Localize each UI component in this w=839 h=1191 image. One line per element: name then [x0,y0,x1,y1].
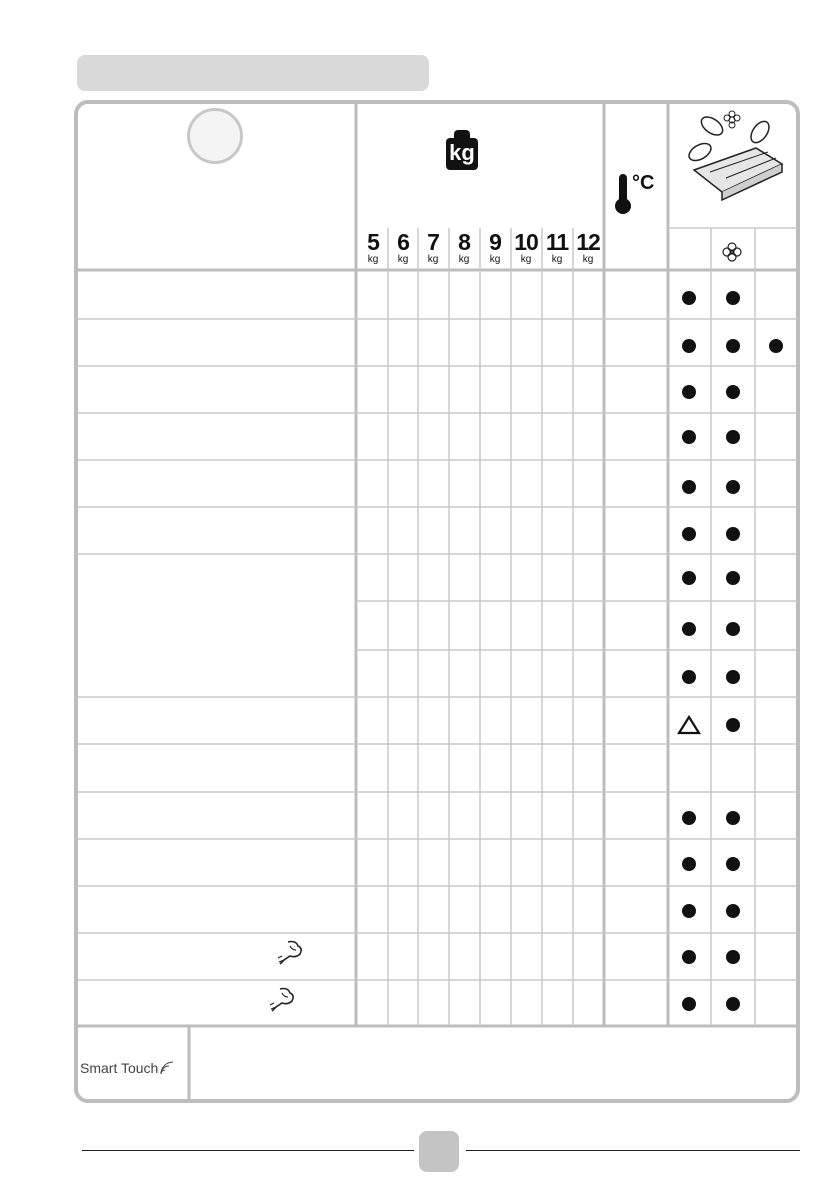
load-unit: kg [397,254,409,265]
compartment-dot [726,904,740,918]
compartment-dot [682,571,696,585]
compartment-dot [682,480,696,494]
weight-icon: kg [446,130,478,170]
wireless-signal-icon [159,1060,175,1076]
load-capacity-number: 11 [545,229,569,255]
load-unit: kg [489,254,501,265]
steam-iron-icon [268,987,296,1013]
compartment-dot [682,997,696,1011]
load-column-7kg [418,230,448,265]
load-unit: kg [520,254,532,265]
compartment-dot [769,339,783,353]
compartment-dot [726,997,740,1011]
program-dial-icon [187,108,243,164]
load-unit: kg [551,254,563,265]
compartment-dot [726,622,740,636]
load-column-8kg [449,230,479,265]
compartment-dot [726,430,740,444]
compartment-dot [726,291,740,305]
load-column-12kg [573,230,603,265]
compartment-dot [682,904,696,918]
thermometer-icon [614,172,632,216]
load-unit: kg [458,254,470,265]
footer-rule-left [82,1150,414,1151]
compartment-dot [726,480,740,494]
compartment-dot [726,385,740,399]
load-column-6kg [388,230,418,265]
footer-rule-right [466,1150,800,1151]
compartment-dot [682,622,696,636]
compartment-dot [726,950,740,964]
page-number-badge [419,1131,459,1172]
compartment-dot [682,857,696,871]
compartment-dot [726,857,740,871]
compartment-dot [682,811,696,825]
compartment-dot [726,811,740,825]
load-column-9kg [480,230,510,265]
compartment-dot [726,527,740,541]
compartment-dot [726,339,740,353]
load-unit: kg [582,254,594,265]
steam-iron-icon [276,940,304,966]
load-column-11kg [542,230,572,265]
compartment-dot [682,339,696,353]
detergent-drawer-illustration [686,108,786,204]
load-unit: kg [367,254,379,265]
load-capacity-number: 7 [427,229,439,255]
compartment-dot [682,950,696,964]
load-capacity-number: 6 [397,229,409,255]
temperature-label: °C [632,172,655,194]
compartment-dot [682,670,696,684]
optional-triangle-icon [677,715,701,735]
compartment-dot [682,430,696,444]
compartment-dot [726,571,740,585]
compartment-dot [682,385,696,399]
compartment-dot [682,527,696,541]
load-capacity-number: 8 [458,229,470,255]
load-unit: kg [427,254,439,265]
compartment-dot [726,670,740,684]
load-capacity-number: 5 [367,229,379,255]
compartment-dot [682,291,696,305]
load-capacity-number: 10 [514,229,538,255]
load-capacity-number: 12 [576,229,600,255]
smart-touch-logo: Smart Touch [80,1060,175,1076]
softener-flower-icon [722,242,742,262]
load-capacity-number: 9 [489,229,501,255]
compartment-dot [726,718,740,732]
load-column-5kg [358,230,388,265]
load-column-10kg [511,230,541,265]
